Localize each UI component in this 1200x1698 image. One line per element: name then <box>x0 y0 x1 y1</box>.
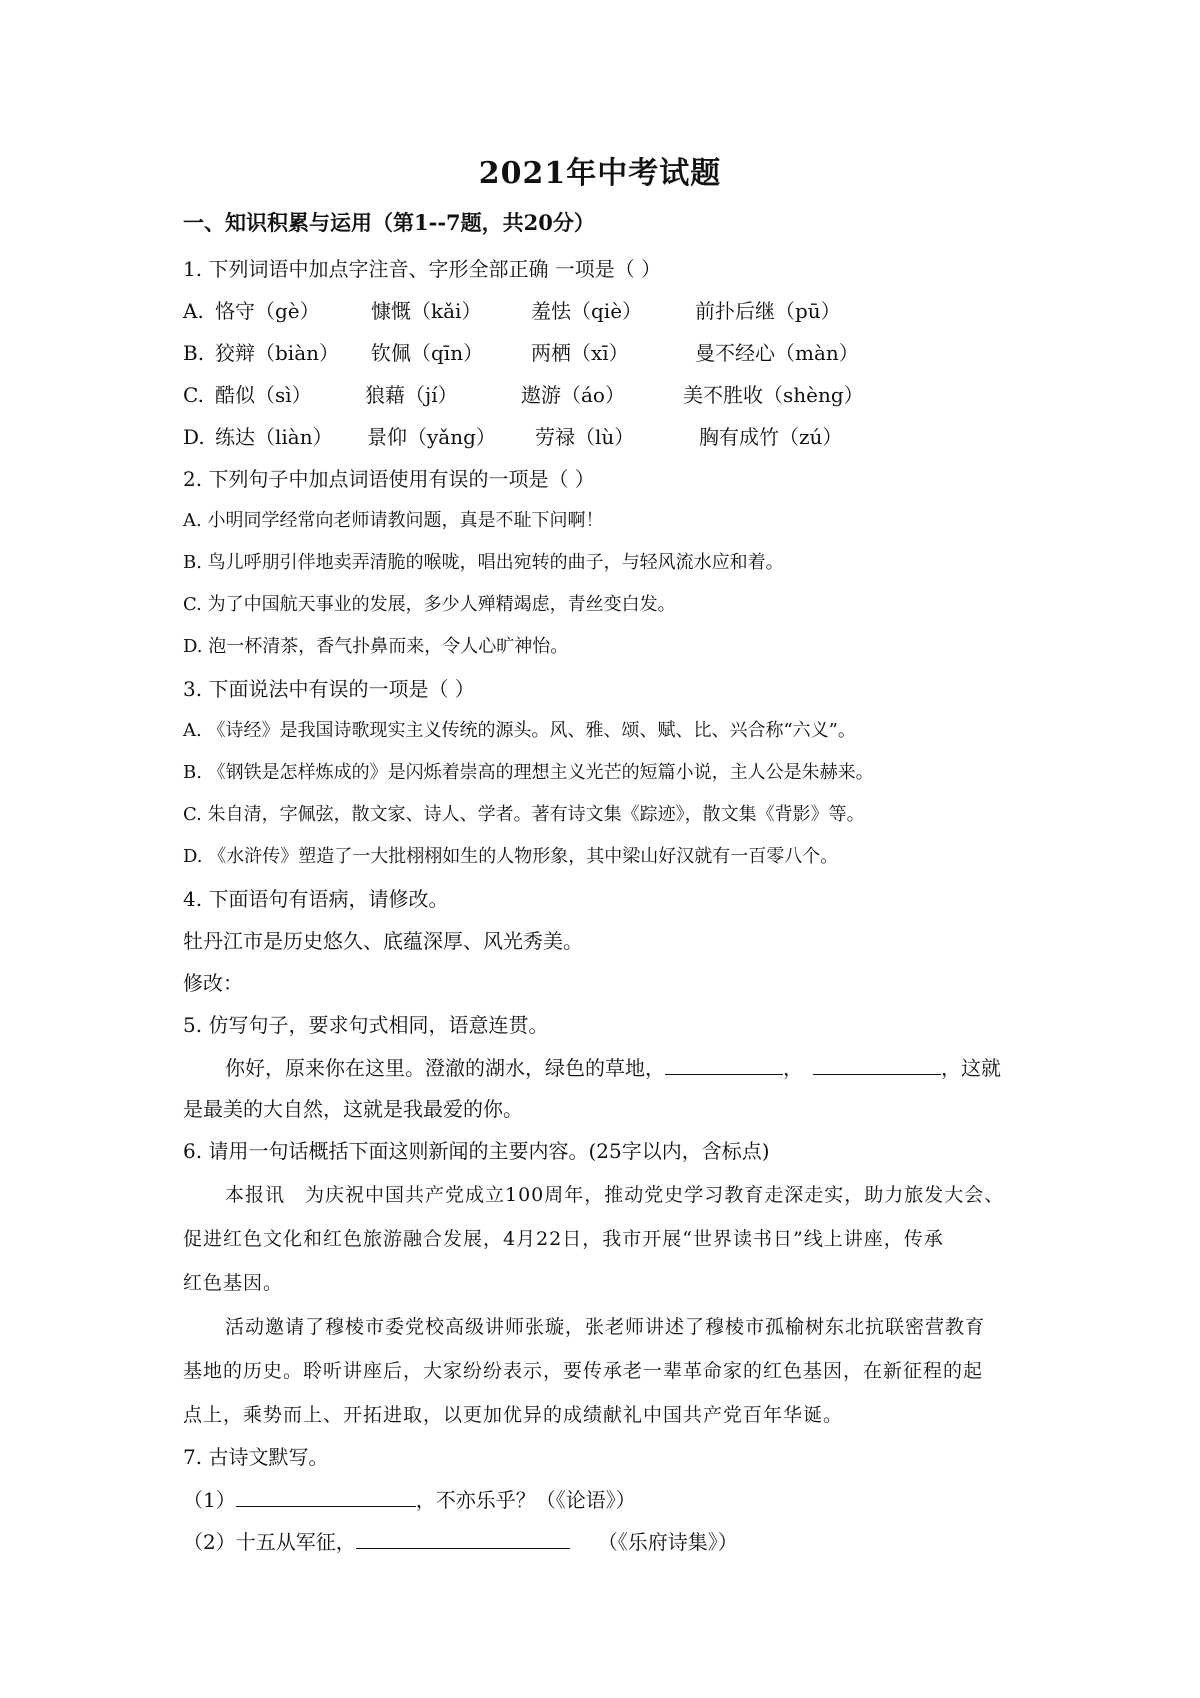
q7-item-1 <box>183 1484 636 1515</box>
option-item: 慷慨（kǎi） <box>371 299 482 323</box>
option-label: B. <box>183 341 205 365</box>
option-item: 遨游（áo） <box>521 383 625 407</box>
option-item: 酷似（sì） <box>215 383 312 407</box>
option-item: 恪守（gè） <box>215 299 320 323</box>
q7-item-prefix: （1） <box>183 1488 236 1512</box>
q4-sentence: 牡丹江市是历史悠久、底蕴深厚、风光秀美。 <box>183 929 583 953</box>
news-line: 促进红色文化和红色旅游融合发展，4月22日，我市开展“世界读书日”线上讲座，传承 <box>183 1228 944 1250</box>
answer-blank[interactable] <box>665 1052 783 1075</box>
option-item: 狡辩（biàn） <box>215 341 340 365</box>
q1-option-c <box>183 380 864 410</box>
q1-option-a <box>183 296 841 326</box>
option-item: 钦佩（qīn） <box>371 341 484 365</box>
option-label: D. <box>183 425 205 449</box>
option-item: 狼藉（jí） <box>365 383 458 407</box>
q1-option-d <box>183 422 843 452</box>
answer-blank[interactable] <box>236 1484 416 1507</box>
q3-option-b: B. 《钢铁是怎样炼成的》是闪烁着崇高的理想主义光芒的短篇小说，主人公是朱赫来。 <box>183 762 874 783</box>
q7-item-prefix: （2）十五从军征， <box>183 1530 356 1554</box>
q5-text: 你好，原来你在这里。澄澈的湖水，绿色的草地， <box>225 1056 665 1080</box>
q7-item-suffix: ，不亦乐乎？（《论语》） <box>415 1488 636 1512</box>
q3-option-a: A. 《诗经》是我国诗歌现实主义传统的源头。风、雅、颂、赋、比、兴合称“六义”。 <box>183 720 856 741</box>
q3-option-d: D. 《水浒传》塑造了一大批栩栩如生的人物形象，其中梁山好汉就有一百零八个。 <box>183 846 839 867</box>
option-item: 两栖（xī） <box>531 341 629 365</box>
option-item: 景仰（yǎng） <box>367 425 496 449</box>
section-heading: 一、知识积累与运用（第1--7题，共20分） <box>183 210 595 235</box>
page-title: 2021年中考试题 <box>478 156 722 191</box>
news-line: 红色基因。 <box>183 1272 284 1294</box>
q7-item-suffix: （《乐府诗集》） <box>597 1530 738 1554</box>
answer-blank[interactable] <box>813 1052 941 1075</box>
option-item: 曼不经心（màn） <box>695 341 859 365</box>
q2-stem: 2. 下列句子中加点词语使用有误的一项是（ ） <box>183 467 595 491</box>
q1-option-b <box>183 338 859 368</box>
news-line: 基地的历史。聆听讲座后，大家纷纷表示，要传承老一辈革命家的红色基因，在新征程的起 <box>183 1360 984 1382</box>
option-item: 前扑后继（pū） <box>695 299 841 323</box>
q6-stem: 6. 请用一句话概括下面这则新闻的主要内容。(25字以内，含标点) <box>183 1139 770 1163</box>
q5-text: ，这就 <box>941 1056 1001 1080</box>
q2-option-b: B. 鸟儿呼朋引伴地卖弄清脆的喉咙，唱出宛转的曲子，与轻风流水应和着。 <box>183 552 784 573</box>
q5-separator: ， <box>783 1056 803 1080</box>
q2-option-d: D. 泡一杯清茶，香气扑鼻而来，令人心旷神怡。 <box>183 636 569 657</box>
answer-blank[interactable] <box>356 1526 570 1549</box>
q5-line1 <box>225 1052 1001 1083</box>
q1-stem: 1. 下列词语中加点字注音、字形全部正确 一项是（ ） <box>183 257 662 281</box>
q5-line2: 是最美的大自然，这就是我最爱的你。 <box>183 1097 523 1121</box>
news-line: 活动邀请了穆棱市委党校高级讲师张璇，张老师讲述了穆棱市孤榆树东北抗联密营教育 <box>225 1316 986 1338</box>
q5-stem: 5. 仿写句子，要求句式相同，语意连贯。 <box>183 1013 549 1037</box>
option-item: 胸有成竹（zú） <box>699 425 843 449</box>
option-item: 羞怯（qiè） <box>531 299 643 323</box>
news-line: 本报讯 为庆祝中国共产党成立100周年，推动党史学习教育走深走实，助力旅发大会、 <box>225 1184 1005 1206</box>
option-item: 劳禄（lù） <box>535 425 635 449</box>
q4-fix-label: 修改： <box>183 971 243 995</box>
q3-option-c: C. 朱自清，字佩弦，散文家、诗人、学者。著有诗文集《踪迹》，散文集《背影》等。 <box>183 804 865 825</box>
option-item: 练达（liàn） <box>215 425 333 449</box>
news-line: 点上，乘势而上、开拓进取，以更加优异的成绩献礼中国共产党百年华诞。 <box>183 1404 844 1426</box>
q7-item-2 <box>183 1526 738 1557</box>
option-item: 美不胜收（shèng） <box>683 383 864 407</box>
q7-stem: 7. 古诗文默写。 <box>183 1445 329 1469</box>
q2-option-c: C. 为了中国航天事业的发展，多少人殚精竭虑，青丝变白发。 <box>183 594 676 615</box>
option-label: A. <box>183 299 204 323</box>
q3-stem: 3. 下面说法中有误的一项是（ ） <box>183 677 475 701</box>
q2-option-a: A. 小明同学经常向老师请教问题，真是不耻下问啊！ <box>183 510 604 531</box>
q4-stem: 4. 下面语句有语病，请修改。 <box>183 887 449 911</box>
option-label: C. <box>183 383 204 407</box>
